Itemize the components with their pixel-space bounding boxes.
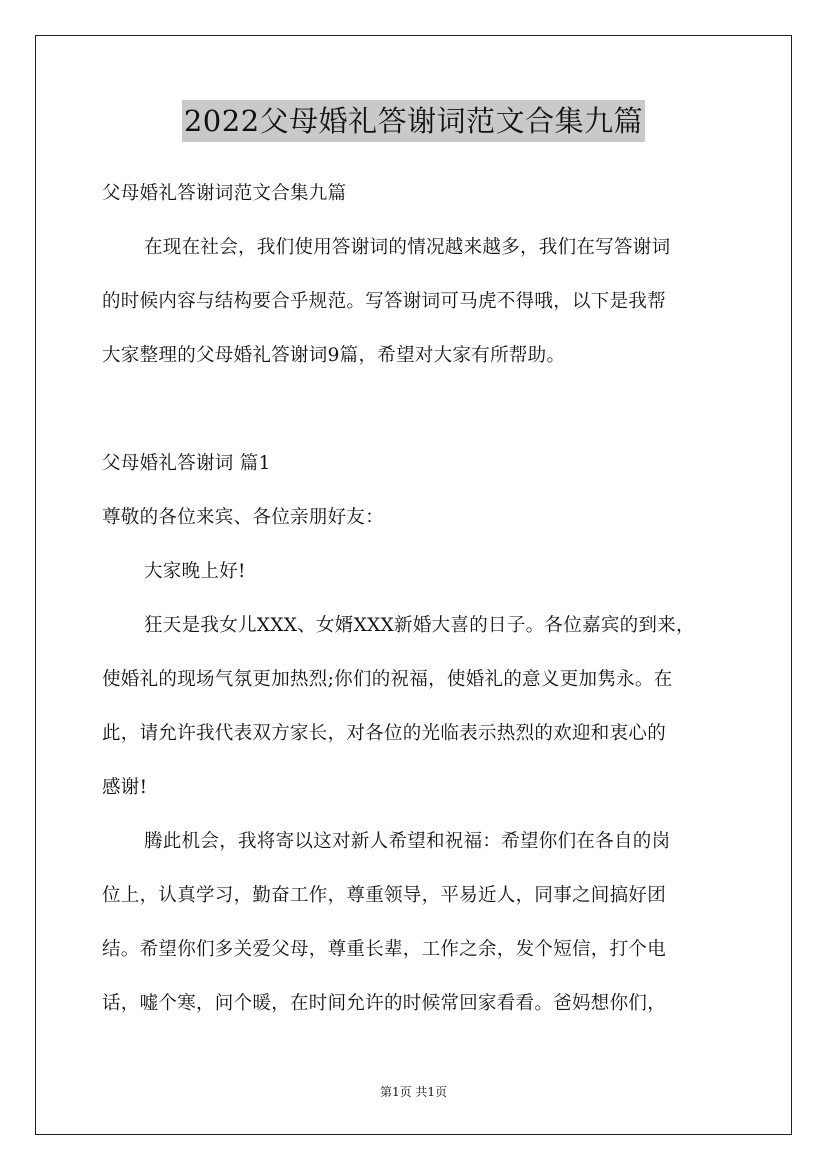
paragraph-line: 此，请允许我代表双方家长，对各位的光临表示热烈的欢迎和衷心的 — [102, 723, 667, 744]
paragraph-line: 大家整理的父母婚礼答谢词9篇，希望对大家有所帮助。 — [102, 345, 566, 366]
paragraph-line: 感谢! — [102, 777, 148, 798]
paragraph-line: 位上，认真学习，勤奋工作，尊重领导，平易近人，同事之间搞好团 — [102, 885, 667, 906]
paragraph-line: 使婚礼的现场气氛更加热烈;你们的祝福，使婚礼的意义更加隽永。在 — [102, 669, 673, 690]
greeting-line: 大家晚上好! — [144, 561, 246, 582]
paragraph-line: 结。希望你们多关爱父母，尊重长辈，工作之余，发个短信，打个电 — [102, 939, 667, 960]
paragraph-line: 狂天是我女儿XXX、女婿XXX新婚大喜的日子。各位嘉宾的到来， — [144, 615, 695, 636]
subtitle-line: 父母婚礼答谢词范文合集九篇 — [102, 183, 347, 204]
paragraph-line: 在现在社会，我们使用答谢词的情况越来越多，我们在写答谢词 — [144, 237, 671, 258]
document-title: 2022父母婚礼答谢词范文合集九篇 — [182, 100, 645, 142]
paragraph-line: 的时候内容与结构要合乎规范。写答谢词可马虎不得哦，以下是我帮 — [102, 291, 667, 312]
section-heading: 父母婚礼答谢词 篇1 — [102, 453, 271, 474]
paragraph-line: 话，嘘个寒，问个暖，在时间允许的时候常回家看看。爸妈想你们， — [102, 993, 667, 1014]
paragraph-line: 腾此机会，我将寄以这对新人希望和祝福：希望你们在各自的岗 — [144, 831, 671, 852]
page-number-footer: 第1页 共1页 — [379, 1085, 448, 1099]
salutation-line: 尊敬的各位来宾、各位亲朋好友： — [102, 507, 385, 528]
title-container — [0, 100, 827, 142]
